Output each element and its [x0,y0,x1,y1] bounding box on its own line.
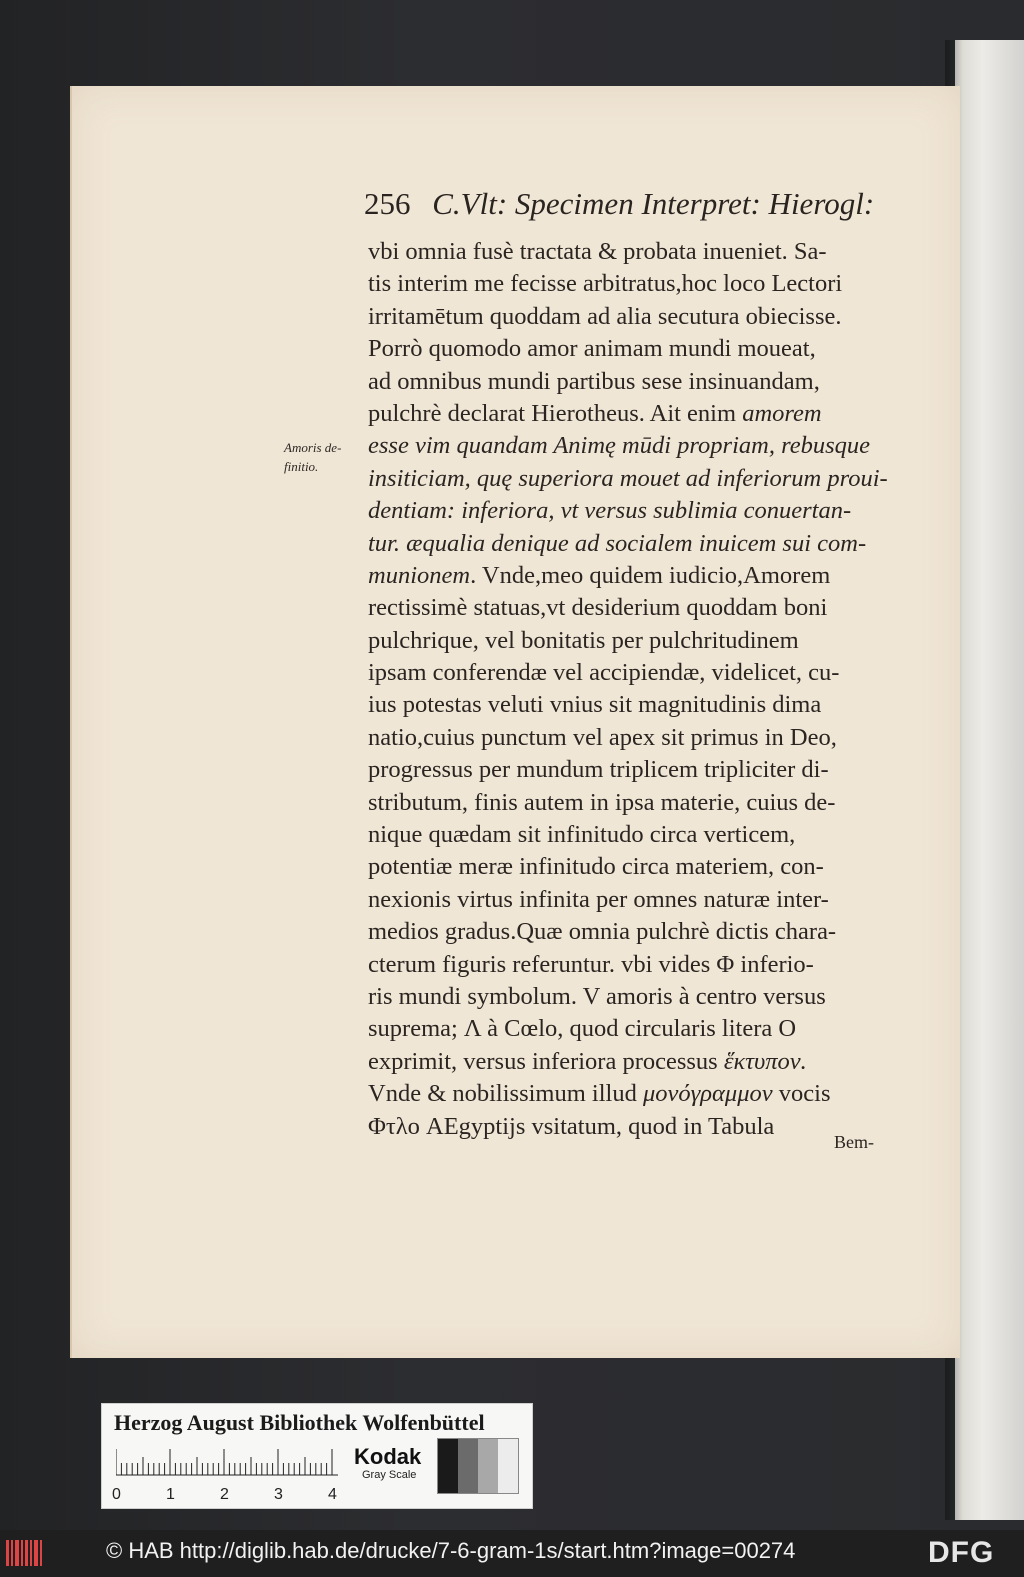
italic-segment: insiticiam, quę superiora mouet ad inferiorum proui- [368,464,888,492]
text-line [368,981,908,1013]
italic-segment: dentiam: inferiora, vt versus sublimia conuertan- [368,497,852,525]
ruler-number: 1 [166,1486,175,1503]
ruler-scale [116,1446,338,1476]
text-segment: tis interim me fecisse arbitratus,hoc loco Lectori [368,270,843,298]
text-line [368,463,908,495]
text-segment: nique quædam sit infinitudo circa verticem, [368,821,796,849]
gray-swatch [478,1439,498,1493]
text-line [368,236,908,268]
text-line [368,851,908,883]
gray-swatch [498,1439,518,1493]
margin-note-line: finitio. [284,459,319,474]
barcode-icon [6,1538,46,1568]
footer-bar [0,1530,1024,1577]
text-line [368,366,908,398]
ruler-number: 0 [112,1486,121,1503]
text-segment: progressus per mundum triplicem tripliciter di- [368,756,829,784]
text-line [368,528,908,560]
text-segment: . Vnde,meo quidem iudicio,Amorem [470,561,831,589]
text-segment: exprimit, versus inferiora processus [368,1047,724,1075]
text-segment: natio,cuius punctum vel apex sit primus in Deo, [368,723,837,751]
text-line [368,592,908,624]
text-line [368,657,908,689]
text-segment: medios gradus.Quæ omnia pulchrè dictis chara- [368,918,837,946]
gray-swatches [437,1438,519,1494]
text-segment: stributum, finis autem in ipsa materie, cuius de- [368,788,836,816]
text-line [368,1111,908,1143]
gray-swatch [458,1439,478,1493]
gray-scale-label: Gray Scale [362,1469,417,1481]
text-line [368,301,908,333]
source-link[interactable]: © HAB http://diglib.hab.de/drucke/7-6-gram-1s/start.htm?image=00274 [106,1538,796,1563]
italic-segment: esse vim quandam Animę mūdi propriam, rebusque [368,432,870,460]
text-segment: potentiæ meræ infinitudo circa materiem, con- [368,853,824,881]
italic-segment: μονόγραμμον [642,1080,773,1108]
text-segment: Porrò quomodo amor animam mundi moueat, [368,335,816,363]
text-line [368,1046,908,1078]
running-title: C.Vlt: Specimen Interpret: Hierogl: [432,186,875,221]
page-number: 256 [364,186,411,221]
text-line [368,949,908,981]
text-line [368,625,908,657]
dfg-logo: DFG [928,1536,995,1569]
ruler-number: 4 [328,1486,337,1503]
text-segment: ad omnibus mundi partibus sese insinuandam, [368,367,820,395]
text-line [368,430,908,462]
text-line [368,689,908,721]
margin-note-line: Amoris de- [284,440,342,455]
text-line [368,398,908,430]
text-line [368,884,908,916]
catchword: Bem- [834,1132,874,1152]
text-line [368,754,908,786]
text-segment: irritamētum quoddam ad alia secutura obiecisse. [368,302,842,330]
text-segment: cterum figuris referuntur. vbi vides Φ inferio- [368,950,814,978]
italic-segment: tur. æqualia denique ad socialem inuicem sui com- [368,529,867,557]
margin-note [284,438,364,476]
text-segment: vocis [772,1080,831,1108]
kodak-brand: Kodak [354,1444,422,1469]
text-segment: ris mundi symbolum. V amoris à centro versus [368,982,826,1010]
italic-segment: amorem [742,399,822,427]
body-text [368,236,908,1143]
text-line [368,819,908,851]
text-line [368,268,908,300]
adjacent-pages-edge [955,40,1024,1520]
text-line [368,1078,908,1110]
text-segment: ius potestas veluti vnius sit magnitudinis dima [368,691,822,719]
text-segment: rectissimè statuas,vt desiderium quoddam boni [368,594,828,622]
text-segment: vbi omnia fusè tractata & probata inueniet. Sa- [368,238,827,265]
text-segment: ipsam conferendæ vel accipiendæ, videlicet, cu- [368,659,840,687]
text-segment: pulchrique, vel bonitatis per pulchritudinem [368,626,799,654]
text-segment: pulchrè declarat Hierotheus. Ait enim [368,399,743,427]
text-line [368,722,908,754]
text-segment: suprema; Λ à Cœlo, quod circularis litera O [368,1015,797,1043]
text-line [368,495,908,527]
italic-segment: ἕκτυπον. [723,1047,807,1075]
text-line [368,333,908,365]
ruler-number: 3 [274,1486,283,1503]
italic-segment: munionem [368,561,471,589]
page-header [364,186,924,222]
text-segment: Φτλο AEgyptijs vsitatum, quod in Tabula [368,1112,775,1140]
gray-swatch [438,1439,458,1493]
color-calibration-card [101,1403,533,1509]
library-name: Herzog August Bibliothek Wolfenbüttel [114,1410,485,1435]
text-segment: Vnde & nobilissimum illud [368,1080,643,1108]
text-line [368,1013,908,1045]
text-line [368,787,908,819]
text-segment: nexionis virtus infinita per omnes naturæ inter- [368,885,829,913]
text-line [368,560,908,592]
book-page [70,86,960,1358]
text-line [368,916,908,948]
ruler-number: 2 [220,1486,229,1503]
